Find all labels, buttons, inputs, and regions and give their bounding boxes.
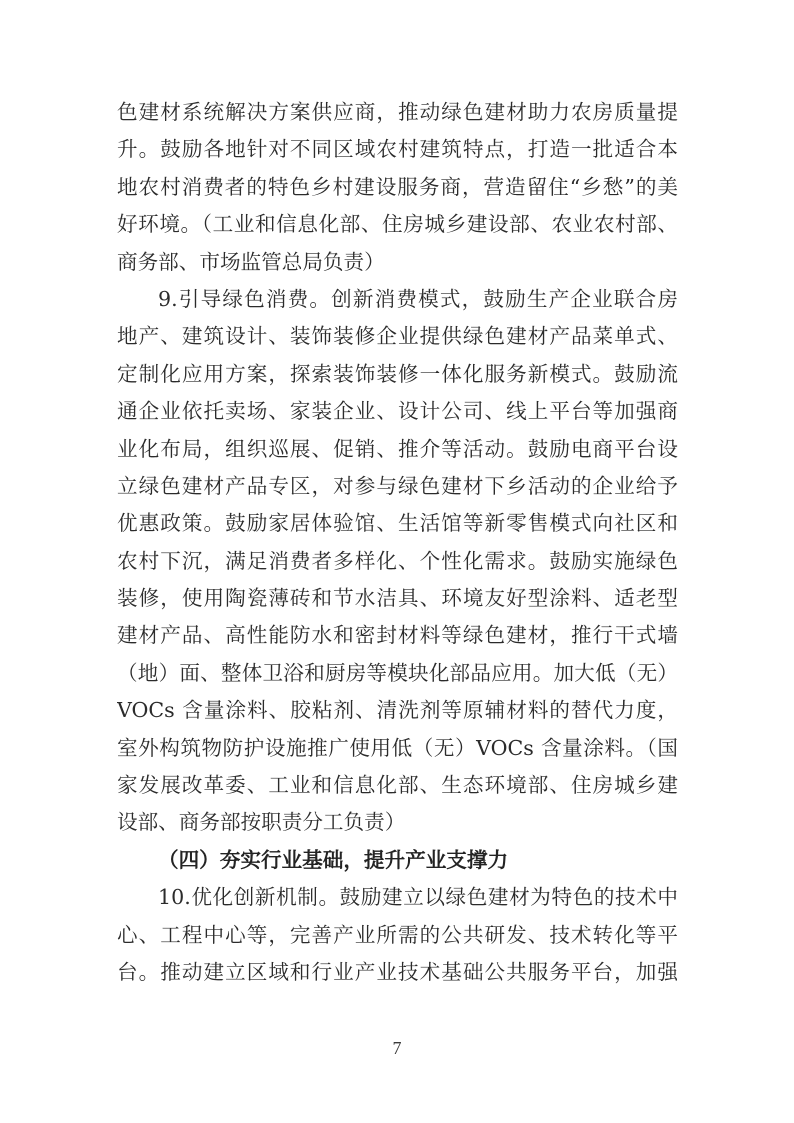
- text-line: 农村下沉，满足消费者多样化、个性化需求。鼓励实施绿色: [117, 548, 678, 573]
- text-line: 优惠政策。鼓励家居体验馆、生活馆等新零售模式向社区和: [117, 511, 678, 536]
- text-line: 升。鼓励各地针对不同区域农村建筑特点，打造一批适合本: [117, 137, 678, 162]
- page-number: 7: [392, 1038, 402, 1058]
- text-line: 心、工程中心等，完善产业所需的公共研发、技术转化等平: [117, 922, 678, 947]
- text-line: 地产、建筑设计、装饰装修企业提供绿色建材产品菜单式、: [117, 324, 678, 349]
- text-line: 装修，使用陶瓷薄砖和节水洁具、环境友好型涂料、适老型: [117, 586, 678, 611]
- text-line: 9.引导绿色消费。创新消费模式，鼓励生产企业联合房: [158, 286, 678, 311]
- text-line: 商务部、市场监管总局负责）: [117, 249, 385, 274]
- text-line: 定制化应用方案，探索装饰装修一体化服务新模式。鼓励流: [117, 361, 678, 386]
- paragraph: [117, 94, 678, 281]
- text-line: 室外构筑物防护设施推广使用低（无）VOCs 含量涂料。（国: [117, 735, 678, 760]
- text-line: 家发展改革委、工业和信息化部、生态环境部、住房城乡建: [117, 773, 678, 798]
- text-line: （地）面、整体卫浴和厨房等模块化部品应用。加大低（无）: [117, 660, 678, 685]
- text-line: 色建材系统解决方案供应商，推动绿色建材助力农房质量提: [117, 100, 678, 124]
- text-line: 地农村消费者的特色乡村建设服务商，营造留住“乡愁”的美: [117, 174, 678, 199]
- text-line: （四）夯实行业基础，提升产业支撑力: [158, 847, 509, 872]
- text-line: 台。推动建立区域和行业产业技术基础公共服务平台，加强: [117, 959, 678, 984]
- paragraph: [117, 281, 678, 842]
- section-heading: [117, 842, 678, 879]
- text-line: 建材产品、高性能防水和密封材料等绿色建材，推行干式墙: [117, 623, 678, 648]
- text-line: 通企业依托卖场、家装企业、设计公司、线上平台等加强商: [117, 399, 678, 424]
- text-line: 业化布局，组织巡展、促销、推介等活动。鼓励电商平台设: [117, 436, 678, 461]
- text-line: 10.优化创新机制。鼓励建立以绿色建材为特色的技术中: [158, 885, 678, 910]
- text-line: 设部、商务部按职责分工负责）: [117, 810, 406, 835]
- paragraph: [117, 879, 678, 991]
- text-line: 立绿色建材产品专区，对参与绿色建材下乡活动的企业给予: [117, 473, 678, 498]
- text-line: VOCs 含量涂料、胶粘剂、清洗剂等原辅材料的替代力度，: [117, 698, 678, 723]
- document-body: [117, 94, 678, 991]
- text-line: 好环境。（工业和信息化部、住房城乡建设部、农业农村部、: [117, 212, 678, 237]
